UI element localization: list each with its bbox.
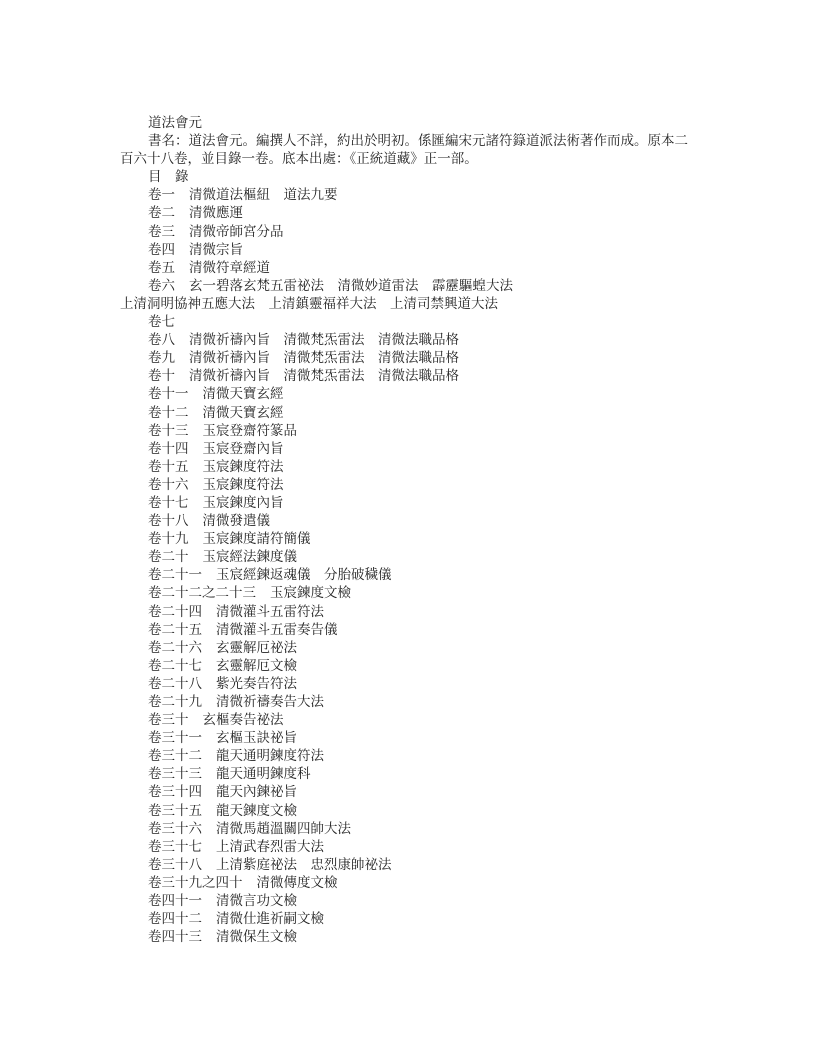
toc-entry [120,820,700,838]
toc-entry [120,621,700,639]
toc-entry [120,856,700,874]
volume-number: 卷五 [148,259,175,276]
toc-entry [120,385,700,403]
toc-entry [120,693,700,711]
volume-number: 卷十六 [148,476,189,493]
volume-number: 卷一 [148,187,175,204]
volume-titles: 玉宸鍊度請符簡儀 [202,531,311,548]
volume-titles: 上清洞明協神五應大法 上清鎮靈福祥大法 上清司禁興道大法 [120,295,498,312]
volume-titles: 玄樞奏告祕法 [202,712,284,729]
volume-number: 卷三 [148,223,175,240]
toc-entry [120,639,700,657]
volume-titles: 玉宸登齋符篆品 [202,422,297,439]
volume-titles: 清微祈禱內旨 清微梵炁雷法 清微法職品格 [189,350,459,367]
toc-entry [120,458,700,476]
volume-titles: 清微祈禱內旨 清微梵炁雷法 清微法職品格 [189,368,459,385]
toc-entry [120,331,700,349]
volume-titles: 清微發遣儀 [202,513,270,530]
volume-number: 卷三十三 [148,766,202,783]
volume-titles: 清微符章經道 [189,259,270,276]
volume-titles: 清微帝師宮分品 [189,223,284,240]
toc-entry [120,603,700,621]
volume-number: 卷十九 [148,531,189,548]
toc-entry [120,675,700,693]
toc-entry [120,313,700,331]
toc-entry [120,838,700,856]
volume-number: 卷三十四 [148,784,202,801]
toc-entry [120,494,700,512]
volume-number: 卷三十七 [148,838,202,855]
table-of-contents [120,186,700,946]
volume-titles: 龍天通明鍊度符法 [216,748,324,765]
volume-titles: 玉宸鍊度符法 [202,458,284,475]
document-page [120,114,700,946]
volume-number: 卷十三 [148,422,189,439]
volume-number: 卷十一 [148,386,189,403]
volume-number: 卷七 [148,314,175,331]
volume-number: 卷二十四 [148,603,202,620]
volume-titles: 清微保生文檢 [216,929,297,946]
volume-titles: 清微天寶玄經 [202,404,284,421]
volume-titles: 玄樞玉訣祕旨 [216,730,297,747]
toc-entry [120,874,700,892]
volume-number: 卷十五 [148,458,189,475]
toc-entry [120,747,700,765]
volume-number: 卷三十八 [148,856,202,873]
volume-number: 卷四十三 [148,929,202,946]
volume-titles: 清微灌斗五雷奏告儀 [216,621,338,638]
volume-number: 卷三十二 [148,748,202,765]
book-description: 書名：道法會元。編撰人不詳，約出於明初。係匯編宋元諸符籙道派法術著作而成。原本二百六十八卷，並目錄一卷。底本出處：《正統道藏》正一部。 [120,133,688,168]
toc-entry [120,404,700,422]
volume-number: 卷十八 [148,513,189,530]
toc-entry [120,765,700,783]
toc-entry [120,277,700,295]
toc-entry [120,349,700,367]
toc-entry [120,241,700,259]
toc-entry [120,729,700,747]
volume-titles: 玉宸經法鍊度儀 [202,549,297,566]
toc-entry [120,259,700,277]
volume-number: 卷三十一 [148,730,202,747]
volume-number: 卷二 [148,205,175,222]
volume-number: 卷二十九 [148,694,202,710]
volume-number: 卷九 [148,350,175,367]
volume-titles: 紫光奏告符法 [216,675,297,692]
volume-titles: 龍天內鍊祕旨 [216,784,297,801]
volume-number: 卷四十一 [148,893,202,910]
volume-number: 卷二十七 [148,657,202,674]
volume-titles: 上清武春烈雷大法 [216,838,324,855]
volume-titles: 玉宸登齋內旨 [202,440,284,457]
volume-number: 卷三十 [148,712,189,729]
volume-number: 卷八 [148,332,175,349]
toc-entry [120,783,700,801]
volume-number: 卷二十二之二十三 [148,585,256,602]
toc-entry [120,530,700,548]
toc-entry [120,928,700,946]
toc-entry [120,223,700,241]
document-title: 道法會元 [148,115,202,131]
volume-number: 卷十 [148,368,175,385]
volume-number: 卷二十 [148,549,189,566]
volume-titles: 清微灌斗五雷符法 [216,603,324,620]
volume-titles: 清微傳度文檢 [256,874,338,891]
volume-number: 卷十四 [148,440,189,457]
toc-entry [120,892,700,910]
volume-titles: 玉宸鍊度符法 [202,476,284,493]
volume-titles: 清微道法樞紐 道法九要 [189,187,338,204]
volume-titles: 玄靈解厄文檢 [216,657,297,674]
volume-number: 卷四 [148,241,175,258]
toc-entry [120,584,700,602]
volume-titles: 玄一碧落玄梵五雷祕法 清微妙道雷法 霹靂驅蝗大法 [189,277,513,294]
volume-titles: 玄靈解厄祕法 [216,639,297,656]
toc-entry [120,367,700,385]
volume-titles: 清微宗旨 [189,241,243,258]
volume-titles: 清微仕進祈嗣文檢 [216,911,324,928]
volume-number: 卷二十一 [148,567,202,584]
volume-number: 卷十七 [148,494,189,511]
toc-entry [120,204,700,222]
volume-titles: 玉宸鍊度文檢 [270,585,351,602]
volume-titles: 玉宸經鍊返魂儀 分胎破穢儀 [216,567,392,584]
toc-entry [120,186,700,204]
toc-entry [120,711,700,729]
volume-titles: 清微馬趙溫關四帥大法 [216,820,351,837]
toc-entry [120,512,700,530]
toc-entry [120,295,700,313]
volume-titles: 清微祈禱奏告大法 [216,694,324,710]
toc-entry [120,802,700,820]
volume-number: 卷六 [148,277,175,294]
volume-number: 卷二十八 [148,675,202,692]
toc-entry [120,910,700,928]
toc-entry [120,548,700,566]
toc-entry [120,476,700,494]
volume-number: 卷二十五 [148,621,202,638]
volume-titles: 龍天鍊度文檢 [216,802,297,819]
volume-number: 卷十二 [148,404,189,421]
volume-number: 卷三十六 [148,820,202,837]
toc-entry [120,657,700,675]
volume-titles: 清微言功文檢 [216,893,297,910]
toc-entry [120,440,700,458]
volume-number: 卷三十五 [148,802,202,819]
volume-number: 卷二十六 [148,639,202,656]
volume-titles: 清微應運 [189,205,243,222]
toc-heading: 目 錄 [148,169,189,186]
volume-titles: 龍天通明鍊度科 [216,766,311,783]
toc-entry [120,566,700,584]
volume-titles: 上清紫庭祕法 忠烈康帥祕法 [216,856,392,873]
volume-number: 卷三十九之四十 [148,874,243,891]
volume-number: 卷四十二 [148,911,202,928]
volume-titles: 清微天寶玄經 [202,386,284,403]
volume-titles: 玉宸鍊度內旨 [202,494,284,511]
volume-titles: 清微祈禱內旨 清微梵炁雷法 清微法職品格 [189,332,459,349]
toc-entry [120,422,700,440]
